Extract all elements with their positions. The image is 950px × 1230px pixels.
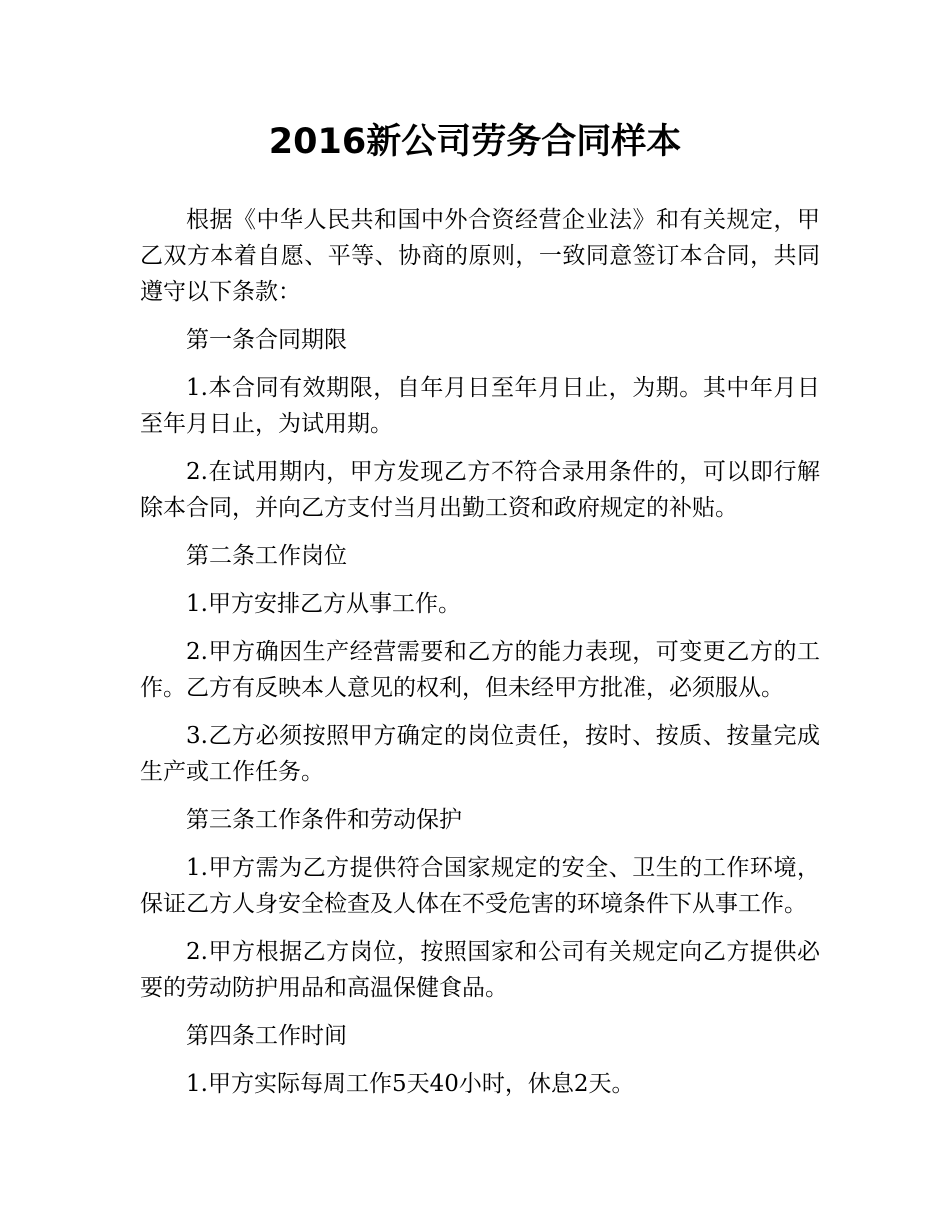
paragraph: 1.甲方需为乙方提供符合国家规定的安全、卫生的工作环境，保证乙方人身安全检查及人体在不受危害的环境条件下从事工作。 — [140, 855, 820, 917]
paragraph: 2.在试用期内，甲方发现乙方不符合录用条件的，可以即行解除本合同，并向乙方支付当月出勤工资和政府规定的补贴。 — [140, 459, 820, 521]
section-heading-4: 第四条工作时间 — [186, 1023, 347, 1049]
paragraph: 1.本合同有效期限，自年月日至年月日止，为期。其中年月日至年月日止，为试用期。 — [140, 375, 820, 437]
paragraph-preamble: 根据《中华人民共和国中外合资经营企业法》和有关规定，甲乙双方本着自愿、平等、协商的原则，一致同意签订本合同，共同遵守以下条款： — [140, 207, 820, 305]
paragraph: 1.甲方实际每周工作5天40小时，休息2天。 — [186, 1071, 635, 1097]
paragraph: 2.甲方根据乙方岗位，按照国家和公司有关规定向乙方提供必要的劳动防护用品和高温保健食品。 — [140, 939, 820, 1001]
section-heading-1: 第一条合同期限 — [186, 327, 347, 353]
paragraph: 3.乙方必须按照甲方确定的岗位责任，按时、按质、按量完成生产或工作任务。 — [140, 723, 820, 785]
paragraph: 2.甲方确因生产经营需要和乙方的能力表现，可变更乙方的工作。乙方有反映本人意见的权利，但未经甲方批准，必须服从。 — [140, 639, 820, 701]
document-body — [140, 202, 820, 1114]
paragraph: 1.甲方安排乙方从事工作。 — [186, 591, 461, 617]
section-heading-2: 第二条工作岗位 — [186, 543, 347, 569]
document-title: 2016新公司劳务合同样本 — [268, 122, 682, 162]
section-heading-3: 第三条工作条件和劳动保护 — [186, 807, 462, 833]
